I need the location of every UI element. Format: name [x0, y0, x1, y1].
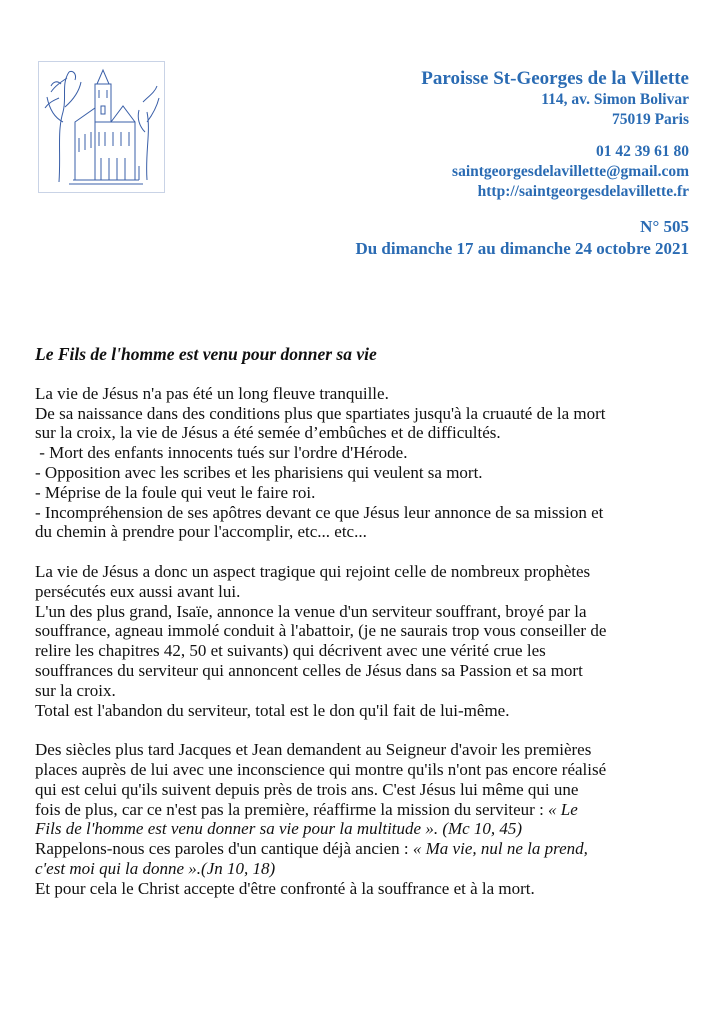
text-line: relire les chapitres 42, 50 et suivants) qui décrivent avec une vérité crue les: [35, 641, 546, 661]
text-line: - Méprise de la foule qui veut le faire roi.: [35, 482, 316, 502]
issue-number: N° 505: [640, 217, 689, 236]
issue-dates: Du dimanche 17 au dimanche 24 octobre 2021: [355, 239, 689, 258]
address-city: 75019 Paris: [611, 111, 689, 128]
article: [35, 345, 695, 918]
text-line: souffrances du serviteur qui annoncent celles de Jésus dans sa Passion et sa mort: [35, 660, 583, 680]
text-line: La vie de Jésus a donc un aspect tragique qui rejoint celle de nombreux prophètes: [35, 561, 591, 581]
website-link[interactable]: http://saintgeorgesdelavillette.fr: [477, 183, 689, 200]
quote-line: c'est moi qui la donne ».(Jn 10, 18): [35, 858, 276, 878]
text-fragment: Rappelons-nous ces paroles d'un cantique déjà ancien :: [35, 839, 413, 859]
email-address[interactable]: saintgeorgesdelavillette@gmail.com: [452, 163, 689, 180]
text-line: places auprès de lui avec une inconscience qui montre qu'ils n'ont pas encore réalisé: [35, 759, 607, 779]
quote-line: Fils de l'homme est venu donner sa vie pour la multitude ». (Mc 10, 45): [35, 819, 523, 839]
text-line: - Mort des enfants innocents tués sur l'ordre d'Hérode.: [35, 443, 408, 463]
text-line: du chemin à prendre pour l'accomplir, etc... etc...: [35, 522, 367, 542]
text-line: qui est celui qu'ils suivent depuis près de trois ans. C'est Jésus lui même qui une: [35, 779, 579, 799]
text-line: Des siècles plus tard Jacques et Jean demandent au Seigneur d'avoir les premières: [35, 740, 592, 760]
quote-fragment: « Ma vie, nul ne la prend,: [412, 839, 588, 859]
quote-fragment: « Le: [548, 799, 578, 819]
text-fragment: fois de plus, car ce n'est pas la première, réaffirme la mission du serviteur :: [35, 799, 549, 819]
text-line-mixed: [35, 800, 695, 820]
text-line: persécutés eux aussi avant lui.: [35, 581, 241, 601]
paragraph-2: [35, 562, 695, 720]
text-line: De sa naissance dans des conditions plus que spartiates jusqu'à la cruauté de la mort: [35, 403, 606, 423]
article-title: Le Fils de l'homme est venu pour donner sa vie: [35, 344, 377, 364]
paragraph-1: [35, 384, 695, 542]
text-line: sur la croix, la vie de Jésus a été semée d’embûches et de difficultés.: [35, 423, 501, 443]
text-line: Total est l'abandon du serviteur, total est le don qu'il fait de lui-même.: [35, 700, 510, 720]
text-line: La vie de Jésus n'a pas été un long fleuve tranquille.: [35, 383, 389, 403]
text-line: - Incompréhension de ses apôtres devant ce que Jésus leur annonce de sa mission et: [35, 502, 604, 522]
text-line-mixed: [35, 839, 695, 859]
text-line: - Opposition avec les scribes et les pharisiens qui veulent sa mort.: [35, 462, 483, 482]
text-line: souffrance, agneau immolé conduit à l'abattoir, (je ne saurais trop vous conseiller de: [35, 621, 607, 641]
address-street: 114, av. Simon Bolivar: [541, 91, 689, 108]
parish-header: [355, 68, 689, 260]
parish-name: Paroisse St-Georges de la Villette: [421, 68, 689, 89]
text-line: L'un des plus grand, Isaïe, annonce la venue d'un serviteur souffrant, broyé par la: [35, 601, 587, 621]
text-line: Et pour cela le Christ accepte d'être confronté à la souffrance et à la mort.: [35, 878, 535, 898]
church-sketch-icon: [39, 62, 164, 192]
phone-number: 01 42 39 61 80: [596, 143, 689, 160]
parish-logo: [38, 61, 165, 193]
paragraph-3: [35, 740, 695, 898]
text-line: sur la croix.: [35, 680, 116, 700]
